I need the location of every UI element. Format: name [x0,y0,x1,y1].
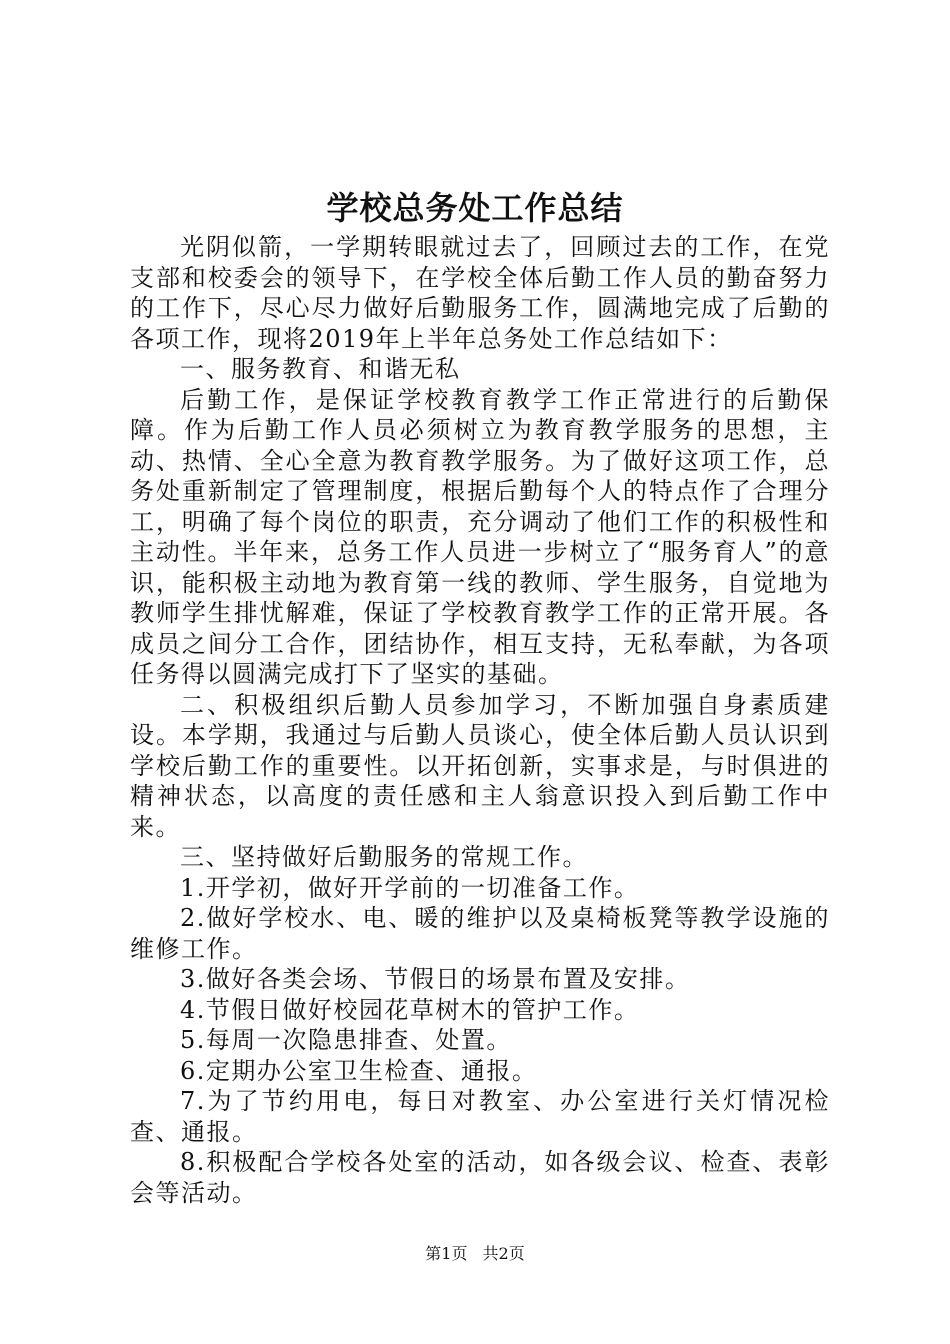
list-item-7: 7.为了节约用电，每日对教室、办公室进行关灯情况检查、通报。 [130,1087,830,1146]
document-body [130,232,830,1208]
list-item-2: 2.做好学校水、电、暖的维护以及桌椅板凳等教学设施的维修工作。 [130,904,830,963]
section-heading-1: 一、服务教育、和谐无私 [180,355,461,383]
paragraph-section-1: 后勤工作，是保证学校教育教学工作正常进行的后勤保障。作为后勤工作人员必须树立为教育教学服务的思想，主动、热情、全心全意为教育教学服务。为了做好这项工作，总务处重新制定了管理制度，根据后勤每个人的特点作了合理分工，明确了每个岗位的职责，充分调动了他们工作的积极性和主动性。半年来，总务工作人员进一步树立了“服务育人”的意识，能积极主动地为教育第一线的教师、学生服务，自觉地为教师学生排忧解难，保证了学校教育教学工作的正常开展。各成员之间分工合作，团结协作，相互支持，无私奉献，为各项任务得以圆满完成打下了坚实的基础。 [130,385,830,688]
list-item-8: 8.积极配合学校各处室的活动，如各级会议、检查、表彰会等活动。 [130,1148,830,1207]
section-heading-2: 二、积极组织后勤人员参加学习，不断加强自身素质建设。本学期，我通过与后勤人员谈心，使全体后勤人员认识到学校后勤工作的重要性。以开拓创新，实事求是，与时俱进的精神状态，以高度的责任感和主人翁意识投入到后勤工作中来。 [130,690,830,841]
paragraph-intro: 光阴似箭，一学期转眼就过去了，回顾过去的工作，在党支部和校委会的领导下，在学校全体后勤工作人员的勤奋努力的工作下，尽心尽力做好后勤服务工作，圆满地完成了后勤的各项工作，现将2019年上半年总务处工作总结如下： [130,233,830,353]
list-item-5: 5.每周一次隐患排查、处置。 [180,1026,512,1054]
section-heading-3: 三、坚持做好后勤服务的常规工作。 [180,843,588,871]
list-item-1: 1.开学初，做好开学前的一切准备工作。 [180,873,640,902]
page-number: 第1页 [425,1244,468,1263]
page-footer [0,1243,950,1265]
document-title: 学校总务处工作总结 [326,189,624,227]
list-item-3: 3.做好各类会场、节假日的场景布置及安排。 [180,965,691,993]
list-item-6: 6.定期办公室卫生检查、通报。 [180,1056,538,1085]
page-total: 共2页 [482,1244,525,1263]
list-item-4: 4.节假日做好校园花草树木的管护工作。 [180,995,640,1024]
